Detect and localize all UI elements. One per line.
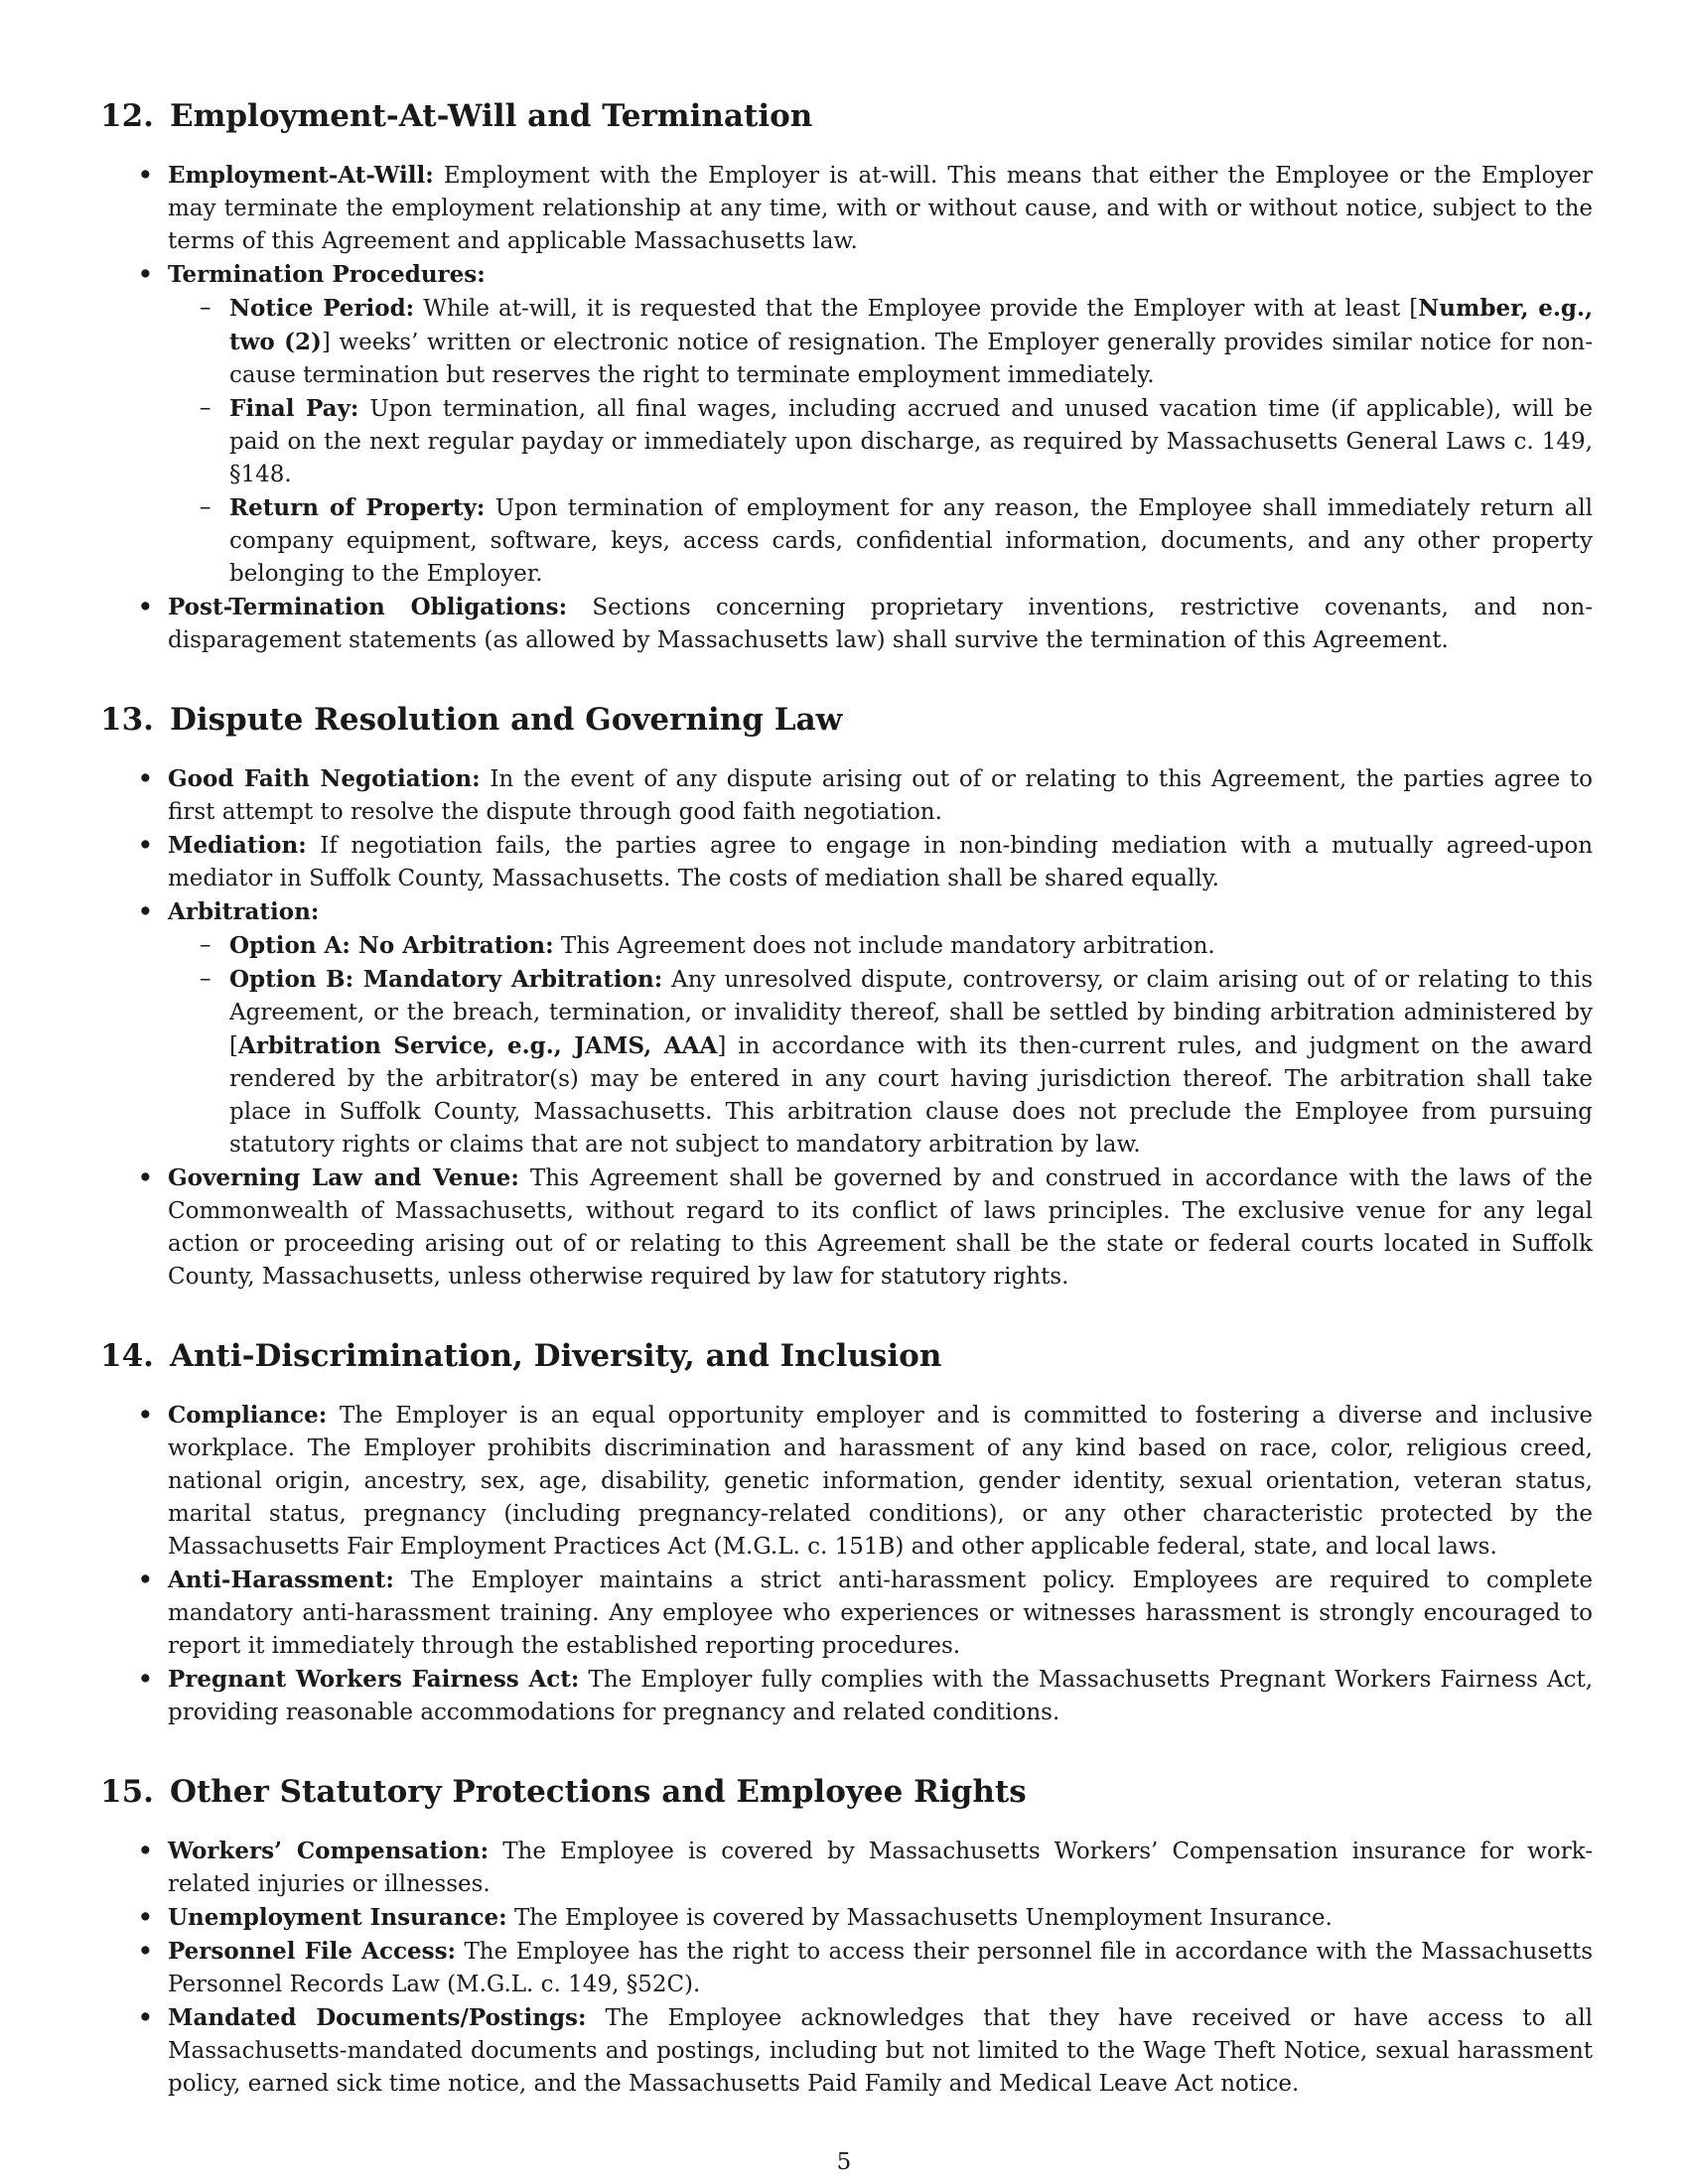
bullet-list xyxy=(100,1399,1593,1729)
section-heading xyxy=(100,95,1593,137)
item-text: Employment with the Employer is at-will. This means that either the Employee or the Employer may terminate the employment relationship at any time, with or without cause, and with or without notice, subject to the terms of this Agreement and applicable Massachusetts law. xyxy=(168,163,1594,254)
item-label: Mediation: xyxy=(168,832,307,859)
section-15 xyxy=(100,1771,1593,2101)
bullet-icon: • xyxy=(138,1838,153,1864)
section-12 xyxy=(100,95,1593,657)
item-text: If negotiation fails, the parties agree to engage in non-binding mediation with a mutually agreed-upon mediator in Suffolk County, Massachusetts. The costs of mediation shall be shared equally. xyxy=(168,833,1594,891)
placeholder-field: Number, e.g., two (2) xyxy=(229,295,1593,355)
sub-list-item xyxy=(168,491,1593,591)
section-14 xyxy=(100,1335,1593,1729)
bullet-icon: • xyxy=(138,1402,153,1429)
section-13 xyxy=(100,699,1593,1294)
item-label: Return of Property: xyxy=(229,494,486,521)
item-label: Termination Procedures: xyxy=(168,261,486,288)
item-text: ] weeks’ written or electronic notice of resignation. The Employer generally provides similar notice for non-cause termination but reserves the right to terminate employment immediately. xyxy=(229,330,1594,388)
section-title: Anti-Discrimination, Diversity, and Inclusion xyxy=(169,1338,942,1374)
section-number: 14. xyxy=(100,1338,154,1374)
bullet-icon: • xyxy=(138,594,153,620)
dash-icon: – xyxy=(200,395,211,421)
bullet-icon: • xyxy=(138,261,153,288)
sub-list-item xyxy=(168,392,1593,491)
item-label: Notice Period: xyxy=(229,295,415,322)
bullet-list xyxy=(100,1835,1593,2101)
list-item xyxy=(100,1935,1593,2001)
item-text: The Employee has the right to access their personnel file in accordance with the Massachusetts Personnel Records Law (M.G.L. c. 149, §52C). xyxy=(168,1939,1594,1997)
item-label: Anti-Harassment: xyxy=(168,1567,394,1593)
bullet-icon: • xyxy=(138,1666,153,1693)
item-label: Option A: No Arbitration: xyxy=(229,932,554,959)
sub-list xyxy=(168,292,1593,591)
item-text: In the event of any dispute arising out of or relating to this Agreement, the parties agree to first attempt to resolve the dispute through good faith negotiation. xyxy=(168,766,1593,825)
list-item xyxy=(100,1901,1593,1935)
section-number: 15. xyxy=(100,1774,154,1810)
item-label: Governing Law and Venue: xyxy=(168,1164,519,1191)
item-text: The Employer fully complies with the Massachusetts Pregnant Workers Fairness Act, providing reasonable accommodations for pregnancy and related conditions. xyxy=(168,1667,1594,1725)
item-text: This Agreement does not include mandatory arbitration. xyxy=(560,933,1215,959)
dash-icon: – xyxy=(200,966,211,992)
item-label: Final Pay: xyxy=(229,395,359,422)
bullet-icon: • xyxy=(138,162,153,189)
document-page xyxy=(100,95,1593,2142)
sub-list-item xyxy=(168,929,1593,963)
list-item xyxy=(100,1399,1593,1564)
dash-icon: – xyxy=(200,932,211,958)
item-text: The Employee acknowledges that they have received or have access to all Massachusetts-mandated documents and postings, including but not limited to the Wage Theft Notice, sexual harassment policy, earned sick time notice, and the Massachusetts Paid Family and Medical Leave Act notice. xyxy=(168,2005,1594,2097)
item-text: The Employer maintains a strict anti-harassment policy. Employees are required to complete mandatory anti-harassment training. Any employee who experiences or witnesses harassment is strongly encouraged to report it immediately through the established reporting procedures. xyxy=(168,1568,1594,1659)
section-heading xyxy=(100,1771,1593,1813)
sub-list-item xyxy=(168,963,1593,1161)
placeholder-field: Arbitration Service, e.g., JAMS, AAA xyxy=(237,1032,718,1059)
section-number: 13. xyxy=(100,702,154,738)
bullet-icon: • xyxy=(138,2004,153,2031)
item-text: Any unresolved dispute, controversy, or claim arising out of or relating to this Agreement, or the breach, termination, or invalidity thereof, shall be settled by binding arbitration administered by [ xyxy=(229,967,1594,1059)
bullet-icon: • xyxy=(138,1164,153,1191)
bullet-icon: • xyxy=(138,1904,153,1931)
item-label: Good Faith Negotiation: xyxy=(168,765,481,792)
list-item xyxy=(100,159,1593,258)
item-text: Sections concerning proprietary inventions, restrictive covenants, and non-disparagement statements (as allowed by Massachusetts law) shall survive the termination of this Agreement. xyxy=(168,595,1593,653)
page-number: 5 xyxy=(836,2149,852,2175)
item-label: Option B: Mandatory Arbitration: xyxy=(229,966,663,993)
item-text: Upon termination, all final wages, including accrued and unused vacation time (if applicable), will be paid on the next regular payday or immediately upon discharge, as required by Massachusetts General Laws c. 149, §148. xyxy=(229,396,1594,487)
list-item xyxy=(100,829,1593,895)
item-label: Arbitration: xyxy=(168,898,320,925)
list-item xyxy=(100,762,1593,829)
item-label: Employment-At-Will: xyxy=(168,162,434,189)
list-item xyxy=(100,591,1593,657)
item-label: Pregnant Workers Fairness Act: xyxy=(168,1666,580,1693)
item-label: Workers’ Compensation: xyxy=(168,1838,490,1864)
bullet-icon: • xyxy=(138,1567,153,1593)
list-item xyxy=(100,1564,1593,1663)
bullet-list xyxy=(100,159,1593,657)
section-title: Dispute Resolution and Governing Law xyxy=(169,702,843,738)
list-item xyxy=(100,1161,1593,1294)
list-item xyxy=(100,895,1593,1161)
section-heading xyxy=(100,1335,1593,1377)
section-title: Other Statutory Protections and Employee Rights xyxy=(169,1774,1027,1810)
dash-icon: – xyxy=(200,494,211,520)
item-text: The Employee is covered by Massachusetts Unemployment Insurance. xyxy=(513,1905,1333,1931)
item-text: The Employee is covered by Massachusetts Workers’ Compensation insurance for work-related injuries or illnesses. xyxy=(168,1839,1593,1897)
item-text: Upon termination of employment for any reason, the Employee shall immediately return all company equipment, software, keys, access cards, confidential information, documents, and any other property belonging to the Employer. xyxy=(229,495,1593,587)
list-item xyxy=(100,1663,1593,1729)
item-text: The Employer is an equal opportunity employer and is committed to fostering a diverse and inclusive workplace. The Employer prohibits discrimination and harassment of any kind based on race, color, religious creed, national origin, ancestry, sex, age, disability, genetic information, gender identity, sexual orientation, veteran status, marital status, pregnancy (including pregnancy-related conditions), or any other characteristic protected by the Massachusetts Fair Employment Practices Act (M.G.L. c. 151B) and other applicable federal, state, and local laws. xyxy=(168,1403,1593,1560)
section-title: Employment-At-Will and Termination xyxy=(169,98,813,134)
bullet-list xyxy=(100,762,1593,1294)
item-text: While at-will, it is requested that the Employee provide the Employer with at least [ xyxy=(423,296,1419,322)
item-label: Post-Termination Obligations: xyxy=(168,594,568,620)
section-number: 12. xyxy=(100,98,154,134)
sub-list-item xyxy=(168,292,1593,392)
list-item xyxy=(100,2001,1593,2101)
list-item xyxy=(100,258,1593,591)
item-label: Mandated Documents/Postings: xyxy=(168,2004,587,2031)
bullet-icon: • xyxy=(138,832,153,859)
item-text: ] in accordance with its then-current rules, and judgment on the award rendered by the arbitrator(s) may be entered in any court having jurisdiction thereof. The arbitration shall take place in Suffolk County, Massachusetts. This arbitration clause does not preclude the Employee from pursuing statutory rights or claims that are not subject to mandatory arbitration by law. xyxy=(229,1033,1594,1158)
bullet-icon: • xyxy=(138,898,153,925)
dash-icon: – xyxy=(200,295,211,321)
item-label: Compliance: xyxy=(168,1402,328,1429)
item-label: Unemployment Insurance: xyxy=(168,1904,507,1931)
bullet-icon: • xyxy=(138,1938,153,1965)
item-label: Personnel File Access: xyxy=(168,1938,457,1965)
list-item xyxy=(100,1835,1593,1901)
bullet-icon: • xyxy=(138,765,153,792)
section-heading xyxy=(100,699,1593,741)
item-text: This Agreement shall be governed by and construed in accordance with the laws of the Commonwealth of Massachusetts, without regard to its conflict of laws principles. The exclusive venue for any legal action or proceeding arising out of or relating to this Agreement shall be the state or federal courts located in Suffolk County, Massachusetts, unless otherwise required by law for statutory rights. xyxy=(168,1165,1593,1290)
sub-list xyxy=(168,929,1593,1161)
